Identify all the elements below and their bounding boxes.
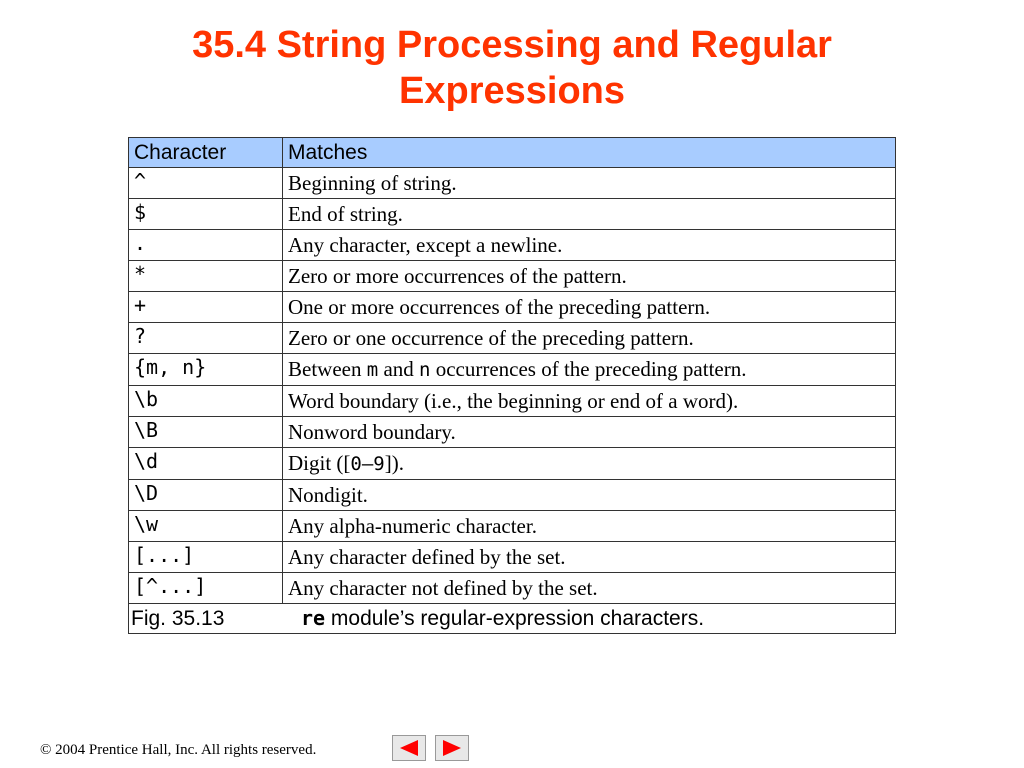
- char-cell: \d: [129, 448, 283, 480]
- char-cell: .: [129, 230, 283, 261]
- left-triangle-icon: [398, 739, 420, 757]
- desc-cell: End of string.: [283, 199, 896, 230]
- desc-cell: Nondigit.: [283, 480, 896, 511]
- char-cell: \b: [129, 386, 283, 417]
- desc-text: Digit ([: [288, 451, 351, 475]
- next-slide-button[interactable]: [435, 735, 469, 761]
- caption-text: module’s regular-expression characters.: [325, 607, 705, 630]
- copyright-notice: © 2004 Prentice Hall, Inc. All rights reserved.: [40, 742, 317, 758]
- table-row: [129, 199, 896, 230]
- table-row: [129, 323, 896, 354]
- desc-cell: Beginning of string.: [283, 168, 896, 199]
- desc-code-range: 0–9: [350, 453, 385, 475]
- table-row: [129, 417, 896, 448]
- char-cell: $: [129, 199, 283, 230]
- desc-text: and: [378, 357, 420, 381]
- desc-cell: Any alpha-numeric character.: [283, 511, 896, 542]
- char-cell: *: [129, 261, 283, 292]
- char-cell: {m, n}: [129, 354, 283, 386]
- table-row: [129, 448, 896, 480]
- table-row: [129, 261, 896, 292]
- char-cell: \w: [129, 511, 283, 542]
- desc-text: ]).: [384, 451, 404, 475]
- desc-text: occurrences of the preceding pattern.: [430, 357, 747, 381]
- desc-code-m: m: [366, 359, 379, 381]
- desc-cell: Any character not defined by the set.: [283, 573, 896, 604]
- table-row: [129, 573, 896, 604]
- header-character: Character: [129, 138, 283, 168]
- desc-cell: Nonword boundary.: [283, 417, 896, 448]
- table-row: [129, 292, 896, 323]
- desc-cell: One or more occurrences of the preceding pattern.: [283, 292, 896, 323]
- slide-title: [100, 22, 924, 114]
- table-caption-row: [129, 604, 896, 634]
- header-matches: Matches: [283, 138, 896, 168]
- desc-cell: Any character defined by the set.: [283, 542, 896, 573]
- caption-code: re: [301, 606, 326, 630]
- desc-cell: Word boundary (i.e., the beginning or end of a word).: [283, 386, 896, 417]
- slide-title-line1: 35.4 String Processing and Regular: [192, 24, 832, 66]
- table-caption: [129, 604, 896, 634]
- desc-cell: Any character, except a newline.: [283, 230, 896, 261]
- previous-slide-button[interactable]: [392, 735, 426, 761]
- desc-cell: Zero or more occurrences of the pattern.: [283, 261, 896, 292]
- char-cell: ?: [129, 323, 283, 354]
- caption-fig-number: Fig. 35.13: [131, 607, 225, 630]
- table-row: [129, 168, 896, 199]
- char-cell: \B: [129, 417, 283, 448]
- desc-text: Between: [288, 357, 367, 381]
- char-cell: \D: [129, 480, 283, 511]
- desc-cell: [283, 354, 896, 386]
- right-triangle-icon: [441, 739, 463, 757]
- desc-code-n: n: [419, 359, 431, 381]
- desc-cell: Zero or one occurrence of the preceding pattern.: [283, 323, 896, 354]
- char-cell: [^...]: [129, 573, 283, 604]
- table-row: [129, 386, 896, 417]
- table-row: [129, 480, 896, 511]
- table-row: [129, 354, 896, 386]
- char-cell: +: [129, 292, 283, 323]
- slide-title-line2: Expressions: [399, 70, 625, 112]
- table-row: [129, 542, 896, 573]
- regex-characters-table: [128, 137, 896, 634]
- table-row: [129, 511, 896, 542]
- char-cell: [...]: [129, 542, 283, 573]
- table-row: [129, 230, 896, 261]
- char-cell: ^: [129, 168, 283, 199]
- desc-cell: [283, 448, 896, 480]
- table-header-row: [129, 138, 896, 168]
